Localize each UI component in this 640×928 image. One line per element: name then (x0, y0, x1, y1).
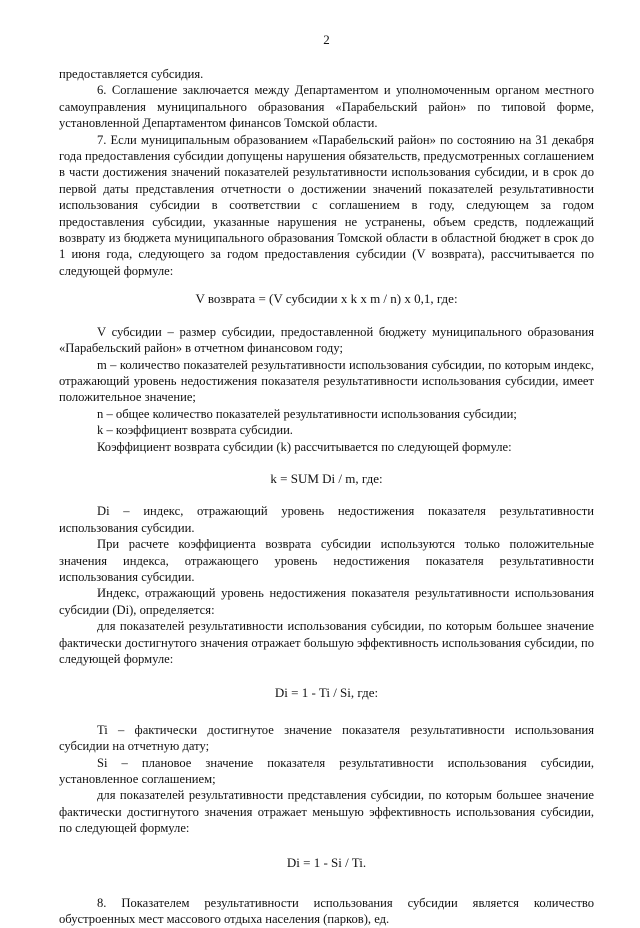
paragraph-item-6: 6. Соглашение заключается между Департаментом и уполномоченным органом местного самоуправления муниципального образования «Парабельский район» по типовой форме, установленной Департаментом финансов Томской области. (59, 83, 594, 131)
paragraph-item-7: 7. Если муниципальным образованием «Парабельский район» по состоянию на 31 декабря года предоставления субсидии допущены нарушения обязательств, предусмотренных соглашением в части достижения значений показателей результативности использования субсидии, и в срок до первой даты представления отчетности о достижении значений показателей результативности использования субсидии в соответствии с соглашением в году, следующем за годом предоставления субсидии, указанные нарушения не устранены, объем средств, подлежащий возврату из бюджета муниципального образования Томской области в областной бюджет в срок до 1 июня года, следующего за годом предоставления субсидии (V возврата), рассчитывается по следующей формуле: (59, 132, 594, 278)
formula-di-2: Di = 1 - Si / Ti. (286, 854, 367, 870)
paragraph-case-greater-worse: для показателей результативности представления субсидии, по которым большее значение фактически достигнутого значения отражает меньшую эффективность использования субсидии, по следующей формуле: (59, 788, 594, 836)
formula-di-1: Di = 1 - Ti / Si, где: (274, 685, 379, 701)
definition-si: Si – плановое значение показателя результативности использования субсидии, установленное соглашением; (59, 755, 594, 787)
formula-v-return: V возврата = (V субсидии x k x m / n) x 0,1, где: (195, 291, 458, 307)
definition-k: k – коэффициент возврата субсидии. (97, 423, 293, 438)
definition-di: Di – индекс, отражающий уровень недостижения показателя результативности использования субсидии. (59, 504, 594, 535)
paragraph-positive-values: При расчете коэффициента возврата субсидии используются только положительные значения индекса, отражающего уровень недостижения показателя результативности использования субсидии. (59, 537, 594, 584)
definition-ti: Ti – фактически достигнутое значение показателя результативности использования субсидии на отчетную дату; (59, 722, 594, 754)
document-body (59, 66, 594, 928)
paragraph-item-8: 8. Показателем результативности использования субсидии является количество обустроенных мест массового отдыха населения (парков), ед. (59, 896, 594, 927)
paragraph-case-greater-better: для показателей результативности использования субсидии, по которым большее значение фактически достигнутого значения отражает большую эффективность использования субсидии, по следующей формуле: (59, 619, 594, 666)
page-number: 2 (323, 32, 330, 47)
paragraph-continuation: предоставляется субсидия. (59, 67, 204, 81)
paragraph-index-determination: Индекс, отражающий уровень недостижения показателя результативности использования субсидии (Di), определяется: (59, 586, 594, 617)
formula-k: k = SUM Di / m, где: (270, 470, 383, 486)
paragraph-k-intro: Коэффициент возврата субсидии (k) рассчитывается по следующей формуле: (97, 439, 512, 454)
definition-n: n – общее количество показателей результативности использования субсидии; (97, 406, 517, 421)
definition-m: m – количество показателей результативности использования субсидии, по которым индекс, отражающий уровень недостижения показателя результативности использования субсидии, имеет положительное значение; (59, 357, 594, 405)
definition-v-subsidy: V субсидии – размер субсидии, предоставленной бюджету муниципального образования «Парабельский район» в отчетном финансовом году; (59, 324, 594, 356)
